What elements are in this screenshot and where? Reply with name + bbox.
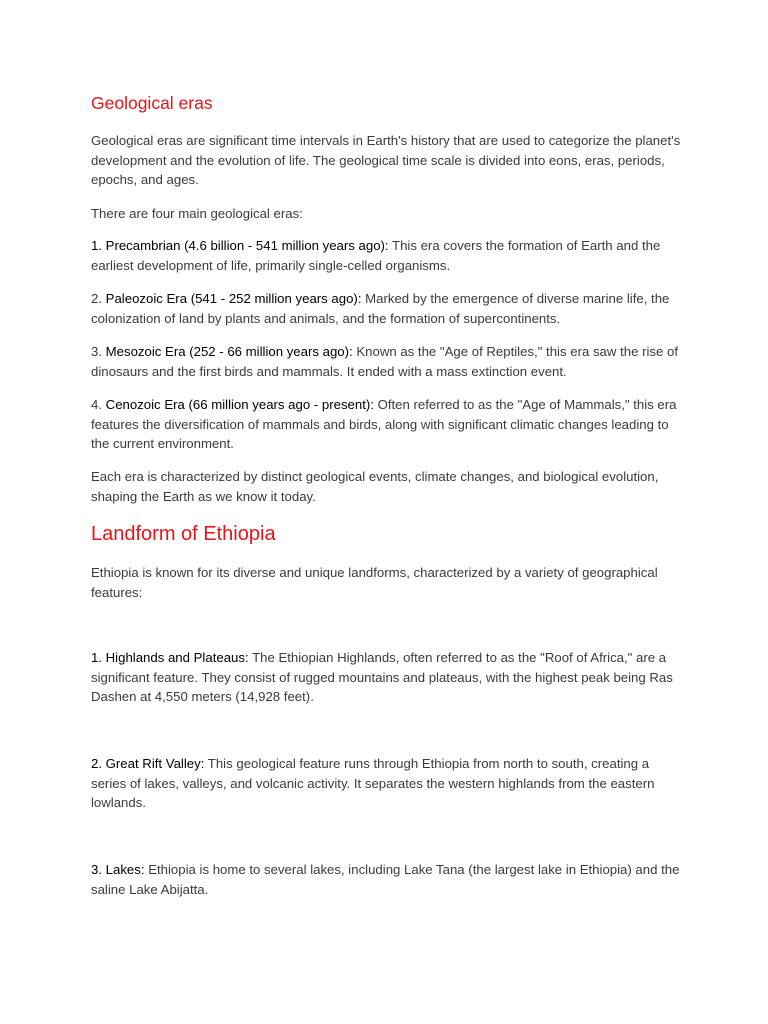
landform-item-highlands xyxy=(91,648,687,707)
era-item-prefix: 2. xyxy=(91,291,106,306)
landform-item-rift-valley xyxy=(91,754,687,813)
landform-intro-paragraph: Ethiopia is known for its diverse and unique landforms, characterized by a variety of geographical features: xyxy=(91,565,658,600)
era-item-lead: Mesozoic Era (252 - 66 million years ago): xyxy=(105,344,353,359)
era-item-lead: Paleozoic Era (541 - 252 million years ago): xyxy=(105,291,362,306)
era-item-mesozoic xyxy=(91,342,687,381)
landform-item-lead: 2. Great Rift Valley: xyxy=(91,756,205,771)
eras-count-line: There are four main geological eras: xyxy=(91,206,303,221)
era-item-cenozoic xyxy=(91,395,687,454)
eras-intro-paragraph: Geological eras are significant time intervals in Earth's history that are used to categorize the planet's development and the evolution of life. The geological time scale is divided into eons, eras, periods, epochs, and ages. xyxy=(91,133,681,187)
landform-item-text: Ethiopia is home to several lakes, including Lake Tana (the largest lake in Ethiopia) and the saline Lake Abijatta. xyxy=(91,862,680,897)
era-item-text: Often referred to as the "Age of Mammals," this era features the diversification of mammals and birds, along with significant climatic changes leading to the current environment. xyxy=(91,397,677,451)
landform-item-text: This geological feature runs through Ethiopia from north to south, creating a series of lakes, valleys, and volcanic activity. It separates the western highlands from the eastern lowlands. xyxy=(91,756,655,810)
section-heading-geological-eras: Geological eras xyxy=(91,93,213,113)
era-item-prefix: 4. xyxy=(91,397,106,412)
era-item-lead: Cenozoic Era (66 million years ago - present): xyxy=(105,397,374,412)
era-item-prefix: 3. xyxy=(91,344,106,359)
eras-closing-paragraph: Each era is characterized by distinct geological events, climate changes, and biological evolution, shaping the Earth as we know it today. xyxy=(91,469,659,504)
era-item-lead: 1. Precambrian (4.6 billion - 541 million years ago): xyxy=(91,238,389,253)
landform-item-text: The Ethiopian Highlands, often referred to as the "Roof of Africa," are a significant feature. They consist of rugged mountains and plateaus, with the highest peak being Ras Dashen at 4,550 meters (14,928 feet). xyxy=(91,650,673,704)
section-heading-landform-of-ethiopia: Landform of Ethiopia xyxy=(91,523,276,545)
landform-item-lead: 3. Lakes: xyxy=(91,862,145,877)
landform-item-lead: 1. Highlands and Plateaus: xyxy=(91,650,249,665)
era-item-paleozoic xyxy=(91,289,687,328)
era-item-text: This era covers the formation of Earth and the earliest development of life, primarily single-celled organisms. xyxy=(91,238,661,273)
era-item-text: Marked by the emergence of diverse marine life, the colonization of land by plants and animals, and the formation of supercontinents. xyxy=(91,291,670,326)
era-item-text: Known as the "Age of Reptiles," this era saw the rise of dinosaurs and the first birds and mammals. It ended with a mass extinction event. xyxy=(91,344,678,379)
landform-item-lakes xyxy=(91,860,687,899)
era-item-precambrian xyxy=(91,236,687,275)
